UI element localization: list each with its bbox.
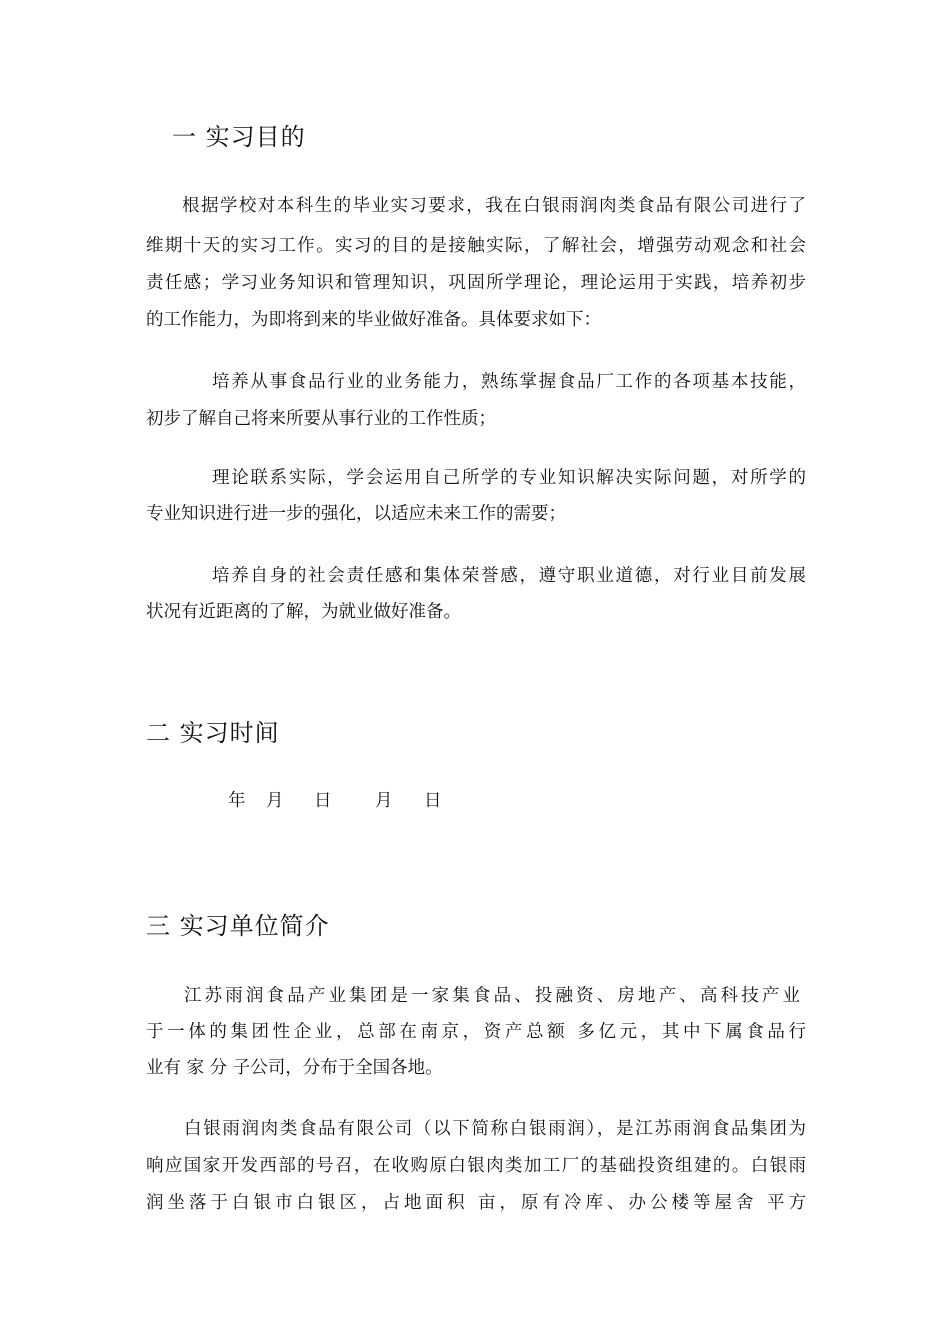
paragraph-line: 理论联系实际，学会运用自己所学的专业知识解决实际问题，对所学的: [212, 468, 806, 488]
date-year-label: 年: [228, 791, 246, 811]
paragraph-line: 根据学校对本科生的毕业实习要求，我在白银雨润肉类食品有限公司进行了: [182, 196, 806, 216]
paragraph-line: 培养从事食品行业的业务能力，熟练掌握食品厂工作的各项基本技能，: [212, 372, 806, 392]
paragraph-line: 江苏雨润食品产业集团是一家集食品、投融资、房地产、高科技产业: [184, 986, 800, 1006]
section-heading-company: 三 实习单位简介: [146, 912, 330, 940]
paragraph-line: 状况有近距离的了解，为就业做好准备。: [146, 602, 461, 622]
paragraph-line: 润坐落于白银市白银区，占地面积 亩，原有冷库、办公楼等屋舍 平方: [146, 1193, 806, 1213]
paragraph-line: 培养自身的社会责任感和集体荣誉感，遵守职业道德，对行业目前发展: [212, 566, 806, 586]
section-heading-purpose: 一 实习目的: [172, 123, 306, 151]
paragraph-line: 白银雨润肉类食品有限公司（以下简称白银雨润），是江苏雨润食品集团为: [184, 1119, 806, 1139]
paragraph-line: 响应国家开发西部的号召，在收购原白银肉类加工厂的基础投资组建的。白银雨: [146, 1156, 806, 1176]
paragraph-line: 责任感；学习业务知识和管理知识，巩固所学理论，理论运用于实践，培养初步: [146, 273, 806, 293]
date-day-label: 日: [424, 791, 442, 811]
date-month-label: 月: [266, 791, 284, 811]
paragraph-line: 维期十天的实习工作。实习的目的是接触实际，了解社会，增强劳动观念和社会: [146, 236, 806, 256]
date-month-label: 月: [375, 791, 393, 811]
paragraph-line: 的工作能力，为即将到来的毕业做好准备。具体要求如下：: [146, 310, 601, 330]
paragraph-line: 初步了解自己将来所要从事行业的工作性质；: [146, 409, 496, 429]
section-heading-time: 二 实习时间: [146, 719, 280, 747]
paragraph-line: 于一体的集团性企业，总部在南京，资产总额 多亿元，其中下属食品行: [146, 1022, 806, 1042]
paragraph-line: 专业知识进行进一步的强化，以适应未来工作的需要；: [146, 504, 566, 524]
paragraph-line: 业有 家 分 子公司，分布于全国各地。: [146, 1058, 443, 1078]
date-day-label: 日: [314, 791, 332, 811]
